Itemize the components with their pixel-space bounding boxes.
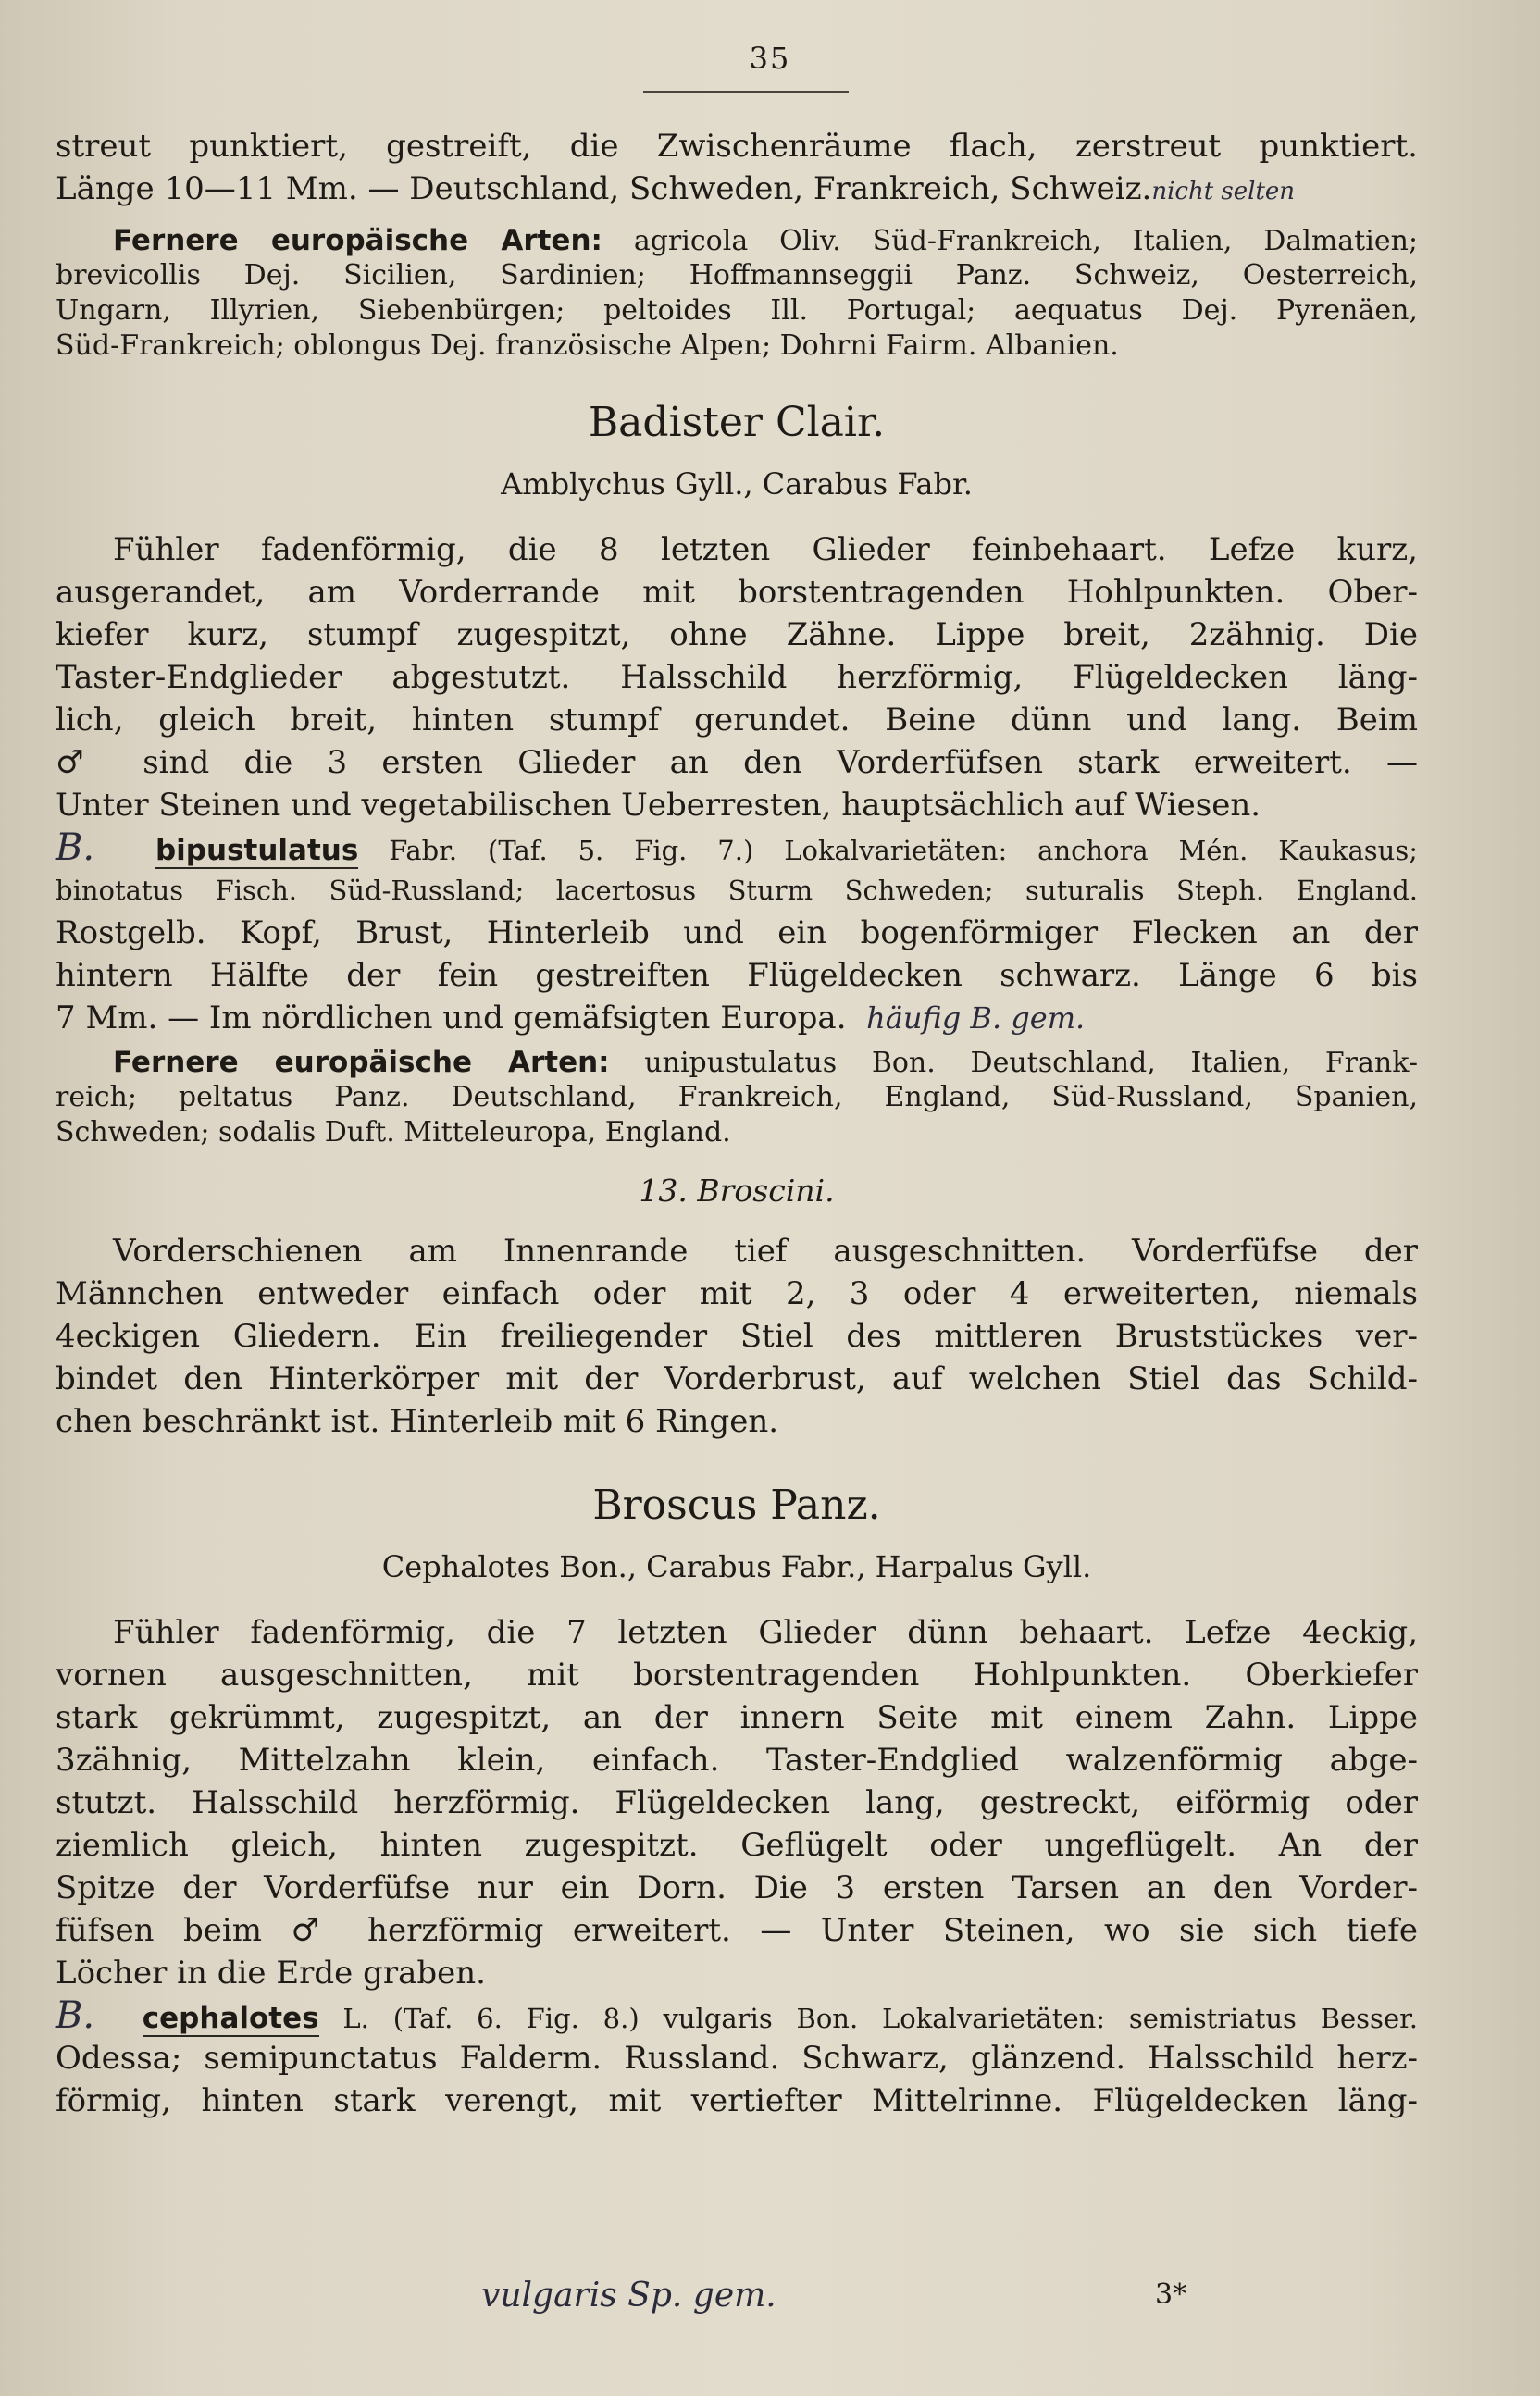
text-line: Löcher in die Erde graben. (56, 1955, 486, 1992)
text-line: ♂ sind die 3 ersten Glieder an den Vorderfüfsen stark erweitert. — (56, 744, 1418, 781)
text-line: füfsen beim ♂ herzförmig erweitert. — Unter Steinen, wo sie sich tiefe (56, 1912, 1418, 1949)
species-entry-bipustulatus (56, 826, 1418, 1039)
text-line: Spitze der Vorderfüfse nur ein Dorn. Die 3 ersten Tarsen an den Vorder- (56, 1869, 1418, 1906)
header-rule (643, 91, 849, 93)
signature-mark: 3* (1155, 2278, 1187, 2311)
tribe-title-broscini: 13. Broscini. (639, 1173, 835, 1209)
text-line: bindet den Hinterkörper mit der Vorderbrust, auf welchen Stiel das Schild- (56, 1360, 1418, 1397)
text-line: förmig, hinten stark verengt, mit vertiefter Mittelrinne. Flügeldecken läng- (56, 2082, 1418, 2119)
text-line: kiefer kurz, stumpf zugespitzt, ohne Zähne. Lippe breit, 2zähnig. Die (56, 616, 1418, 653)
genus-description-broscus (56, 1611, 1418, 1994)
handwritten-mark: B. (56, 1994, 95, 2037)
text-line: 4eckigen Gliedern. Ein freiliegender Stiel des mittleren Bruststückes ver- (56, 1318, 1418, 1355)
text-line: Ungarn, Illyrien, Siebenbürgen; peltoides Ill. Portugal; aequatus Dej. Pyrenäen, (56, 294, 1418, 327)
text-line: 7 Mm. — Im nördlichen und gemäfsigten Europa. häufig B. gem. (56, 999, 1086, 1037)
species-name: bipustulatus (155, 834, 359, 867)
text-line: vornen ausgeschnitten, mit borstentragenden Hohlpunkten. Oberkiefer (56, 1657, 1418, 1694)
text-line: ausgerandet, am Vorderrande mit borstentragenden Hohlpunkten. Ober- (56, 574, 1418, 611)
continuation-paragraph (56, 125, 1418, 210)
text-line: Männchen entweder einfach oder mit 2, 3 oder 4 erweiterten, niemals (56, 1275, 1418, 1312)
genus-heading-badister: Badister Clair. (588, 399, 886, 446)
text-line: Rostgelb. Kopf, Brust, Hinterleib und ein bogenförmiger Flecken an der (56, 914, 1418, 951)
text-line: Unter Steinen und vegetabilischen Ueberresten, hauptsächlich auf Wiesen. (56, 787, 1261, 824)
text-line: Länge 10—11 Mm. — Deutschland, Schweden, Frankreich, Schweiz.nicht selten (56, 170, 1296, 207)
text-line: B. cephalotes L. (Taf. 6. Fig. 8.) vulgaris Bon. Lokalvarietäten: semistriatus Besser. (56, 1994, 1419, 2037)
text-line: Süd-Frankreich; oblongus Dej. französische Alpen; Dohrni Fairm. Albanien. (56, 329, 1119, 362)
text-line: hintern Hälfte der fein gestreiften Flügeldecken schwarz. Länge 6 bis (56, 957, 1418, 994)
handwritten-mark: B. (56, 826, 95, 869)
tribe-description-broscini (56, 1230, 1418, 1443)
species-name: cephalotes (142, 2002, 319, 2035)
text-line: Fühler fadenförmig, die 7 letzten Glieder dünn behaart. Lefze 4eckig, (113, 1614, 1418, 1651)
text-line: Fühler fadenförmig, die 8 letzten Glieder feinbehaart. Lefze kurz, (113, 531, 1418, 568)
species-entry-cephalotes (56, 1994, 1418, 2122)
text-line: ziemlich gleich, hinten zugespitzt. Geflügelt oder ungeflügelt. An der (56, 1827, 1418, 1864)
text-line: binotatus Fisch. Süd-Russland; lacertosus Sturm Schweden; suturalis Steph. England. (56, 875, 1418, 906)
genus-description-badister (56, 528, 1418, 826)
text-line: brevicollis Dej. Sicilien, Sardinien; Hoffmannseggii Panz. Schweiz, Oesterreich, (56, 259, 1418, 292)
text-line: Schweden; sodalis Duft. Mitteleuropa, England. (56, 1116, 731, 1148)
text-line: chen beschränkt ist. Hinterleib mit 6 Ringen. (56, 1403, 779, 1440)
text-line: Fernere europäische Arten: agricola Oliv. Süd-Frankreich, Italien, Dalmatien; (113, 224, 1418, 257)
text-line: streut punktiert, gestreift, die Zwischenräume flach, zerstreut punktiert. (56, 128, 1418, 165)
text-line: stutzt. Halsschild herzförmig. Flügeldecken lang, gestreckt, eiförmig oder (56, 1784, 1418, 1821)
text-line: reich; peltatus Panz. Deutschland, Frankreich, England, Süd-Russland, Spanien, (56, 1081, 1418, 1113)
text-line: Vorderschienen am Innenrande tief ausgeschnitten. Vorderfüfse der (113, 1233, 1418, 1270)
handwritten-note: nicht selten (1151, 178, 1296, 205)
other-species-paragraph (56, 223, 1418, 364)
text-line: lich, gleich breit, hinten stumpf gerundet. Beine dünn und lang. Beim (56, 701, 1418, 739)
text-line: 3zähnig, Mittelzahn klein, einfach. Taster-Endglied walzenförmig abge- (56, 1742, 1418, 1779)
text-line: B. bipustulatus Fabr. (Taf. 5. Fig. 7.) Lokalvarietäten: anchora Mén. Kaukasus; (56, 826, 1419, 869)
text-line: Taster-Endglieder abgestutzt. Halsschild herzförmig, Flügeldecken läng- (56, 659, 1418, 696)
genus-heading-broscus: Broscus Panz. (592, 1482, 881, 1529)
page-number: 35 (749, 41, 791, 76)
page-content (56, 125, 1418, 2122)
text-line: Odessa; semipunctatus Falderm. Russland. Schwarz, glänzend. Halsschild herz- (56, 2040, 1418, 2077)
genus-synonyms-broscus: Cephalotes Bon., Carabus Fabr., Harpalus Gyll. (381, 1549, 1092, 1584)
handwritten-note: häufig B. gem. (866, 1000, 1086, 1036)
other-species-paragraph (56, 1045, 1418, 1150)
text-line: Fernere europäische Arten: unipustulatus Bon. Deutschland, Italien, Frank- (113, 1046, 1418, 1079)
genus-synonyms-badister: Amblychus Gyll., Carabus Fabr. (501, 466, 973, 502)
handwritten-note: vulgaris Sp. gem. (481, 2277, 776, 2315)
text-line: stark gekrümmt, zugespitzt, an der innern Seite mit einem Zahn. Lippe (56, 1699, 1418, 1736)
